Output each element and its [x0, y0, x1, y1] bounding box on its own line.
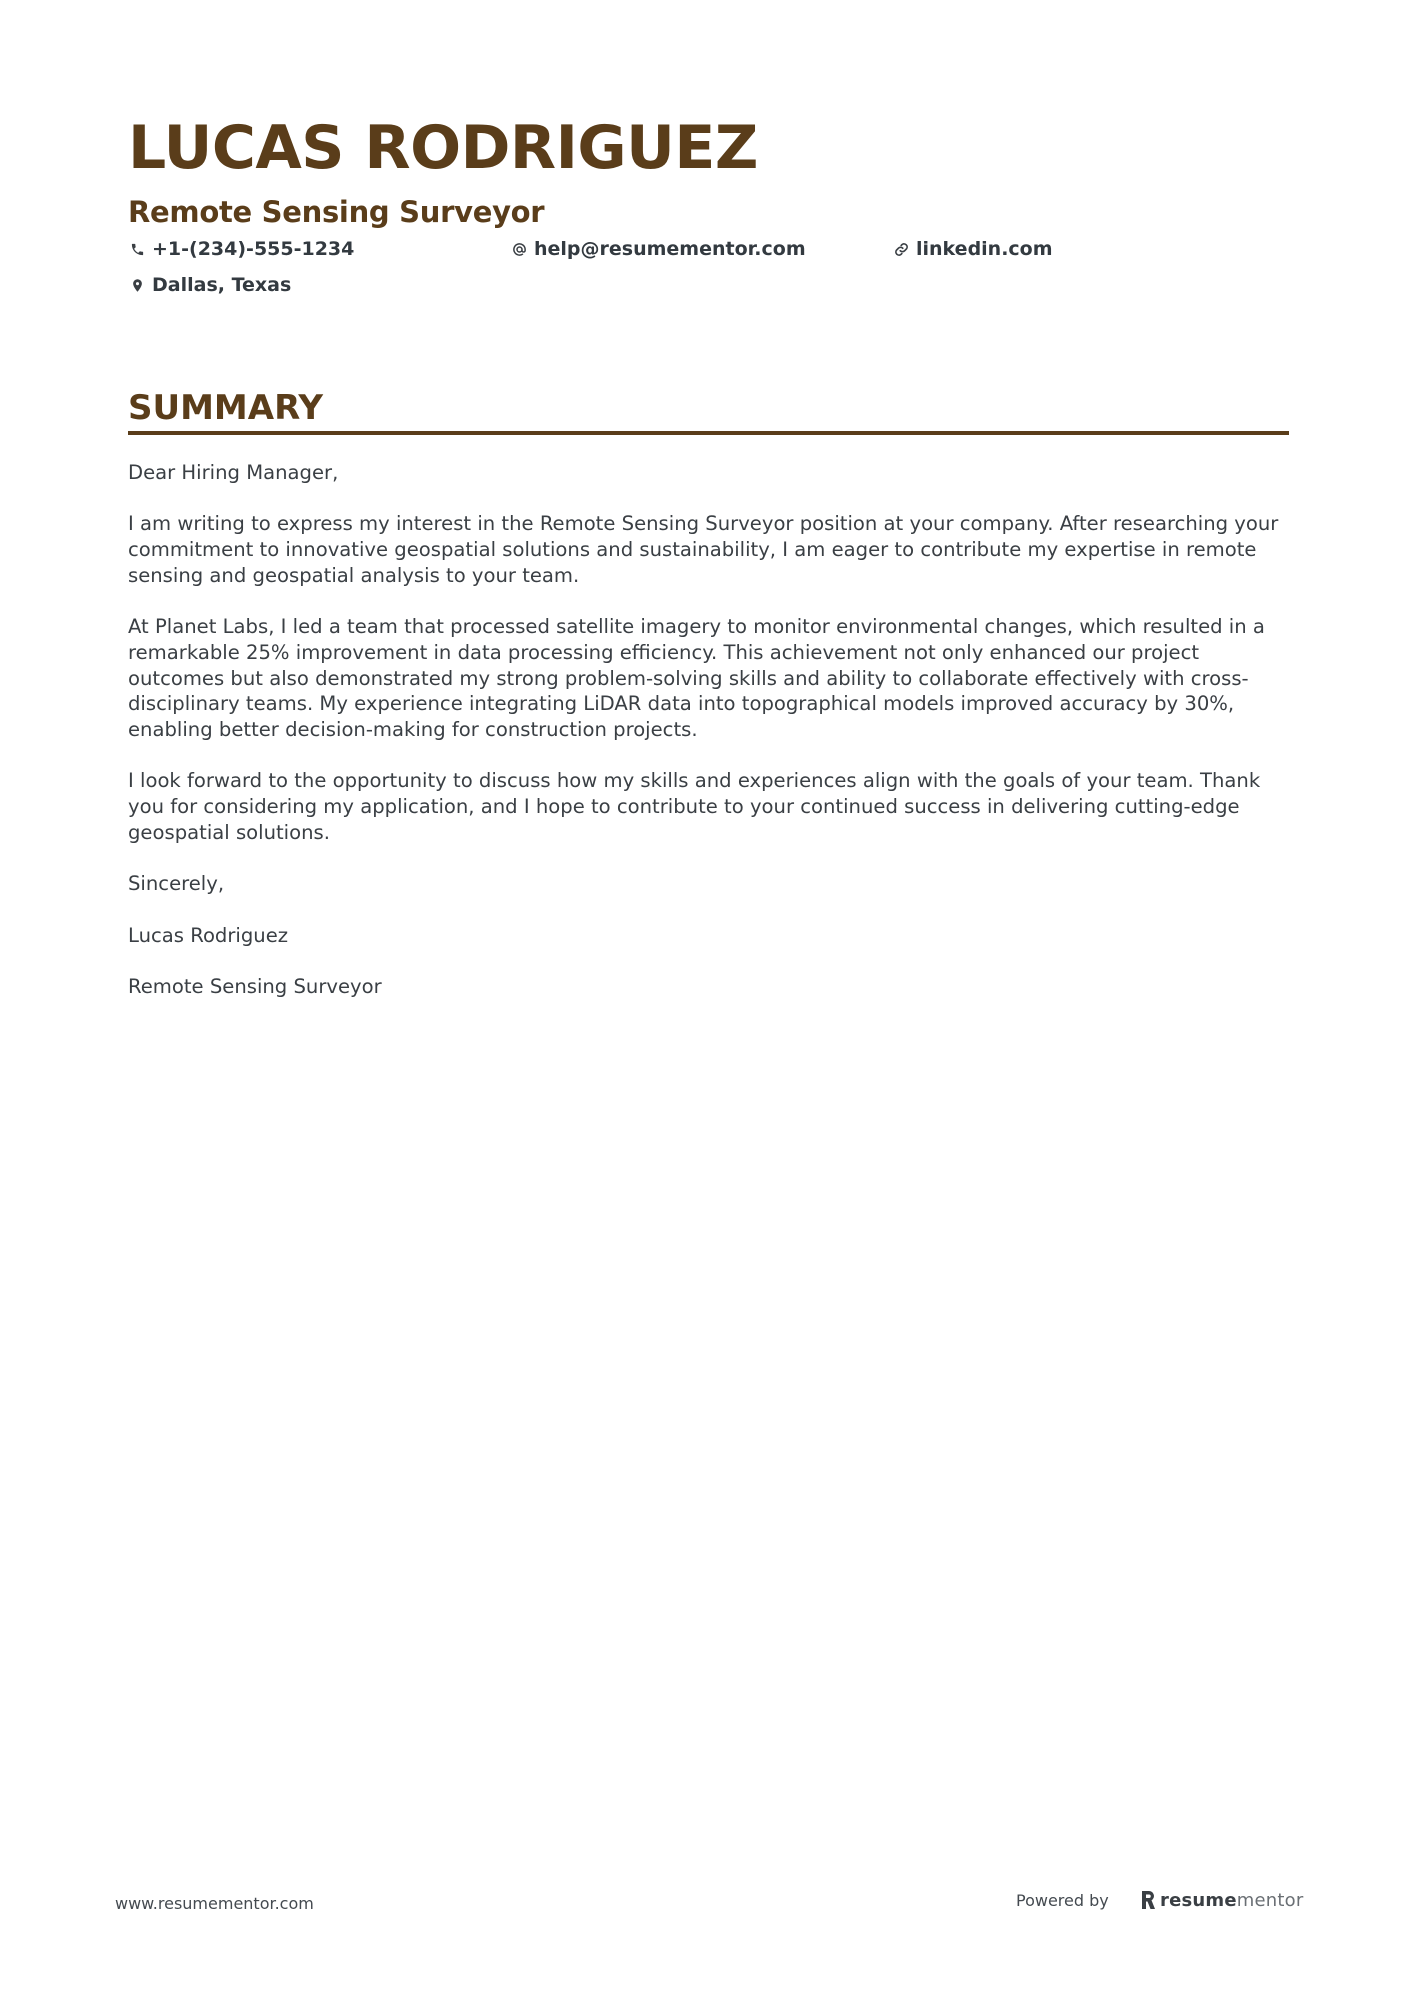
linkedin-text[interactable]: linkedin.com: [916, 238, 1053, 260]
letter-body: [128, 460, 1293, 1025]
letter-signature-name: Lucas Rodriguez: [128, 923, 289, 947]
footer-website-link[interactable]: www.resumementor.com: [115, 1894, 314, 1913]
brand-wordmark-part2: mentor: [1236, 1889, 1304, 1911]
footer-brand-logo[interactable]: [1140, 1886, 1303, 1914]
footer-powered-by: Powered by: [1016, 1891, 1109, 1910]
phone-text[interactable]: +1-(234)-555-1234: [152, 238, 355, 260]
link-icon: [892, 240, 910, 258]
contact-phone: [128, 238, 354, 260]
location-text: Dallas, Texas: [152, 274, 292, 296]
brand-wordmark: [1160, 1890, 1303, 1911]
section-title-summary: SUMMARY: [128, 388, 324, 428]
phone-icon: [128, 240, 146, 258]
letter-paragraph: At Planet Labs, I led a team that processed satellite imagery to monitor environmental changes, which resulted in a remarkable 25% improvement in data processing efficiency. This achievement not only enhanced our project outcomes but also demonstrated my strong problem-solving skills and ability to collaborate effectively with cross-disciplinary teams. My experience integrating LiDAR data into topographical models improved accuracy by 30%, enabling better decision-making for construction projects.: [128, 615, 1265, 741]
candidate-name: LUCAS RODRIGUEZ: [128, 113, 758, 183]
header: [128, 108, 1288, 296]
contact-linkedin: [892, 238, 1053, 260]
brand-wordmark-part1: resume: [1160, 1889, 1237, 1911]
section-divider: [128, 431, 1289, 435]
candidate-job-title: Remote Sensing Surveyor: [128, 195, 545, 229]
map-pin-icon: [128, 276, 146, 294]
letter-paragraph: I am writing to express my interest in the Remote Sensing Surveyor position at your company. After researching your commitment to innovative geospatial solutions and sustainability, I am eager to contribute my expertise in remote sensing and geospatial analysis to your team.: [128, 512, 1279, 587]
contact-location: [128, 274, 291, 296]
contact-email: [510, 238, 806, 260]
at-icon: [510, 240, 528, 258]
letter-paragraph: I look forward to the opportunity to discuss how my skills and experiences align with the goals of your team. Thank you for considering my application, and I hope to contribute to your continued success in delivering cutting-edge geospatial solutions.: [128, 769, 1261, 844]
resumementor-logo-icon: [1140, 1890, 1156, 1910]
letter-signature-title: Remote Sensing Surveyor: [128, 974, 382, 998]
email-text[interactable]: help@resumementor.com: [534, 238, 806, 260]
letter-salutation: Dear Hiring Manager,: [128, 461, 339, 484]
letter-closing: Sincerely,: [128, 872, 225, 896]
